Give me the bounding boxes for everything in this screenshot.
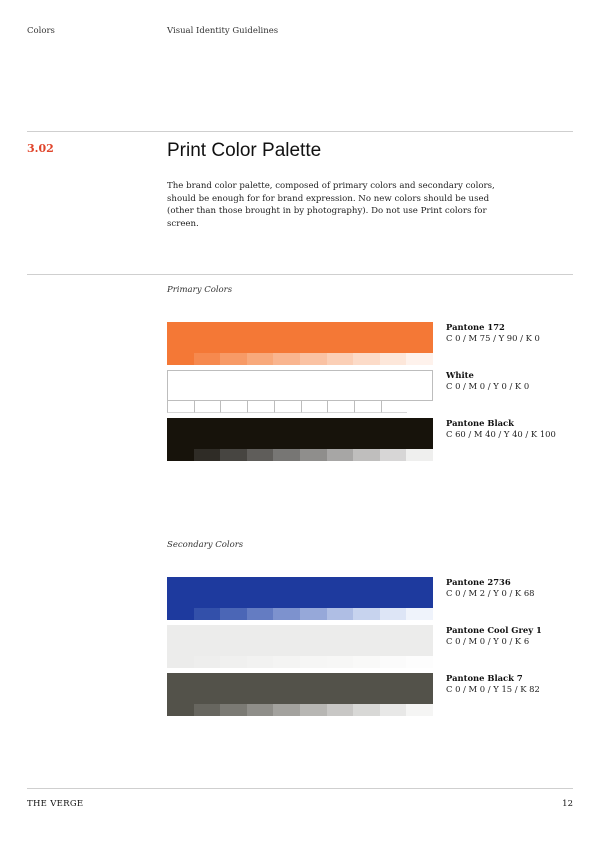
label-secondary-1 xyxy=(446,625,542,647)
swatch-tint-row xyxy=(167,704,433,716)
swatch-main-block xyxy=(167,322,433,353)
section-number: 3.02 xyxy=(27,142,54,155)
tint-cell xyxy=(382,401,408,413)
tint-cell xyxy=(167,353,194,365)
tint-cell xyxy=(327,704,354,716)
swatch-secondary-2 xyxy=(167,673,433,716)
tint-cell xyxy=(221,401,248,413)
label-secondary-0 xyxy=(446,577,535,599)
page-title: Print Color Palette xyxy=(167,140,322,161)
tint-cell xyxy=(194,449,221,461)
tint-cell xyxy=(327,353,354,365)
tint-cell xyxy=(328,401,355,413)
swatch-primary-2 xyxy=(167,418,433,461)
tint-cell xyxy=(275,401,302,413)
tint-cell xyxy=(167,704,194,716)
swatch-secondary-0 xyxy=(167,577,433,620)
page-number: 12 xyxy=(562,799,573,809)
swatch-tint-row xyxy=(167,353,433,365)
tint-cell xyxy=(247,704,274,716)
tint-cell xyxy=(380,449,407,461)
tint-cell xyxy=(194,704,221,716)
color-values: C 0 / M 0 / Y 0 / K 6 xyxy=(446,636,530,646)
tint-cell xyxy=(167,449,194,461)
tint-cell xyxy=(380,608,407,620)
tint-cell xyxy=(195,401,222,413)
tint-cell xyxy=(300,608,327,620)
divider-middle xyxy=(27,274,573,275)
swatch-tint-row xyxy=(167,401,433,413)
tint-cell xyxy=(273,704,300,716)
color-values: C 0 / M 2 / Y 0 / K 68 xyxy=(446,588,535,598)
primary-colors-heading: Primary Colors xyxy=(167,285,233,295)
color-name: Pantone 172 xyxy=(446,322,505,332)
divider-top xyxy=(27,131,573,132)
label-primary-2 xyxy=(446,418,556,440)
color-name: Pantone Cool Grey 1 xyxy=(446,625,542,635)
swatch-primary-0 xyxy=(167,322,433,365)
swatch-tint-row xyxy=(167,608,433,620)
color-name: Pantone Black 7 xyxy=(446,673,523,683)
intro-paragraph: The brand color palette, composed of primary colors and secondary colors, should be enough for for brand expression. No new colors should be used (other than those brought in by photography). Do not use Print colors for screen. xyxy=(167,181,495,229)
tint-cell xyxy=(327,656,354,668)
color-name: Pantone Black xyxy=(446,418,514,428)
tint-cell xyxy=(353,353,380,365)
tint-cell xyxy=(380,353,407,365)
swatch-tint-row xyxy=(167,449,433,461)
header-section-label: Colors xyxy=(27,26,55,36)
tint-cell xyxy=(167,401,195,413)
tint-cell xyxy=(194,353,221,365)
tint-cell xyxy=(300,449,327,461)
tint-cell xyxy=(247,449,274,461)
tint-cell xyxy=(167,608,194,620)
tint-cell xyxy=(380,704,407,716)
color-values: C 0 / M 0 / Y 0 / K 0 xyxy=(446,381,530,391)
tint-cell xyxy=(300,353,327,365)
tint-cell xyxy=(353,449,380,461)
tint-cell xyxy=(248,401,275,413)
tint-cell xyxy=(220,704,247,716)
tint-cell xyxy=(407,401,433,413)
divider-bottom xyxy=(27,788,573,789)
color-values: C 0 / M 75 / Y 90 / K 0 xyxy=(446,333,540,343)
header-document-title: Visual Identity Guidelines xyxy=(167,26,279,36)
tint-cell xyxy=(247,656,274,668)
tint-cell xyxy=(273,353,300,365)
swatch-main-block xyxy=(167,370,433,401)
tint-cell xyxy=(220,353,247,365)
swatch-main-block xyxy=(167,673,433,704)
tint-cell xyxy=(167,656,194,668)
swatch-main-block xyxy=(167,577,433,608)
tint-cell xyxy=(220,449,247,461)
tint-cell xyxy=(273,656,300,668)
tint-cell xyxy=(406,353,433,365)
footer-brand: THE VERGE xyxy=(27,799,84,809)
color-name: White xyxy=(446,370,474,380)
tint-cell xyxy=(300,704,327,716)
tint-cell xyxy=(353,656,380,668)
tint-cell xyxy=(327,608,354,620)
label-secondary-2 xyxy=(446,673,540,695)
tint-cell xyxy=(300,656,327,668)
tint-cell xyxy=(406,608,433,620)
tint-cell xyxy=(247,353,274,365)
tint-cell xyxy=(353,608,380,620)
tint-cell xyxy=(273,608,300,620)
tint-cell xyxy=(380,656,407,668)
tint-cell xyxy=(247,608,274,620)
tint-cell xyxy=(220,608,247,620)
tint-cell xyxy=(273,449,300,461)
tint-cell xyxy=(220,656,247,668)
color-values: C 0 / M 0 / Y 15 / K 82 xyxy=(446,684,540,694)
tint-cell xyxy=(327,449,354,461)
color-name: Pantone 2736 xyxy=(446,577,511,587)
tint-cell xyxy=(406,449,433,461)
tint-cell xyxy=(194,608,221,620)
swatch-main-block xyxy=(167,418,433,449)
label-primary-1 xyxy=(446,370,529,392)
tint-cell xyxy=(302,401,329,413)
tint-cell xyxy=(355,401,382,413)
secondary-colors-heading: Secondary Colors xyxy=(167,540,244,550)
tint-cell xyxy=(194,656,221,668)
swatch-tint-row xyxy=(167,656,433,668)
tint-cell xyxy=(406,656,433,668)
swatch-secondary-1 xyxy=(167,625,433,668)
swatch-main-block xyxy=(167,625,433,656)
tint-cell xyxy=(353,704,380,716)
swatch-primary-1 xyxy=(167,370,433,413)
color-values: C 60 / M 40 / Y 40 / K 100 xyxy=(446,429,556,439)
tint-cell xyxy=(406,704,433,716)
label-primary-0 xyxy=(446,322,540,344)
